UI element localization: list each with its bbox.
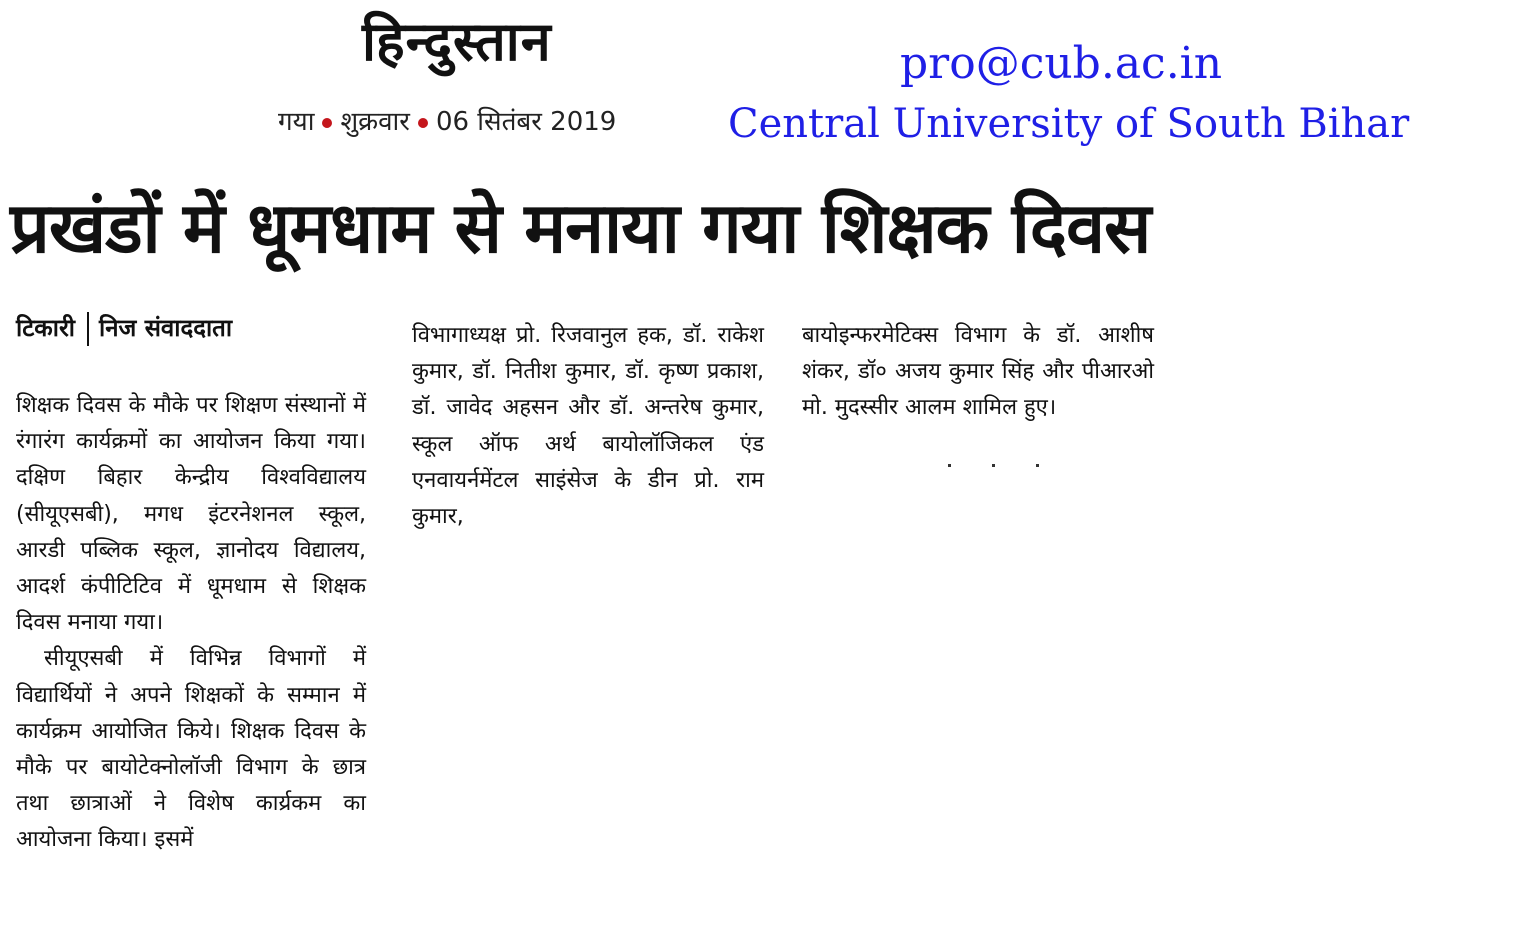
- byline-separator: [87, 312, 89, 346]
- byline-author: निज संवाददाता: [99, 314, 233, 342]
- newspaper-masthead: हिन्दुस्तान: [362, 10, 552, 73]
- article-column-1: [16, 388, 366, 859]
- dateline: [278, 104, 616, 140]
- university-name: Central University of South Bihar: [728, 101, 1410, 147]
- byline: [16, 310, 232, 346]
- dateline-place: गया: [278, 107, 315, 137]
- article-column-3: [802, 318, 1154, 427]
- article-paragraph: शिक्षक दिवस के मौके पर शिक्षण संस्थानों में रंगारंग कार्यक्रमों का आयोजन किया गया। दक्षिण बिहार केन्द्रीय विश्वविद्यालय (सीयूएसबी), मगध इंटरनेशनल स्कूल, आरडी पब्लिक स्कूल, ज्ञानोदय विद्यालय, आदर्श कंपीटिटिव में धूमधाम से शिक्षक दिवस मनाया गया।: [16, 393, 366, 636]
- bullet-dot-icon: [418, 118, 428, 128]
- article-column-2: [412, 318, 764, 535]
- bullet-dot-icon: [322, 118, 332, 128]
- article-paragraph: बायोइन्फरमेटिक्स विभाग के डॉ. आशीष शंकर, डॉ० अजय कुमार सिंह और पीआरओ मो. मुदस्सीर आलम शामिल हुए।: [802, 323, 1154, 421]
- article-paragraph: विभागाध्यक्ष प्रो. रिजवानुल हक, डॉ. राकेश कुमार, डॉ. नितीश कुमार, डॉ. कृष्ण प्रकाश, डॉ. जावेद अहसन और डॉ. अन्तरेष कुमार, स्कूल ऑफ अर्थ बायोलॉजिकल एंड एनवायर्नमेंटल साइंसेज के डीन प्रो. राम कुमार,: [412, 323, 764, 530]
- article-paragraph: सीयूएसबी में विभिन्न विभागों में विद्यार्थियों ने अपने शिक्षकों के सम्मान में कार्यक्रम आयोजित किये। शिक्षक दिवस के मौके पर बायोटेक्नोलॉजी विभाग के छात्र तथा छात्राओं ने विशेष कार्य्रकम का आयोजना किया। इसमें: [16, 646, 366, 853]
- scan-artifact: [948, 464, 1048, 468]
- dateline-day: शुक्रवार: [340, 107, 410, 137]
- contact-email: pro@cub.ac.in: [900, 38, 1223, 89]
- dateline-date: 06 सितंबर 2019: [435, 107, 617, 137]
- article-headline: प्रखंडों में धूमधाम से मनाया गया शिक्षक दिवस: [10, 187, 1151, 269]
- byline-place: टिकारी: [16, 314, 75, 342]
